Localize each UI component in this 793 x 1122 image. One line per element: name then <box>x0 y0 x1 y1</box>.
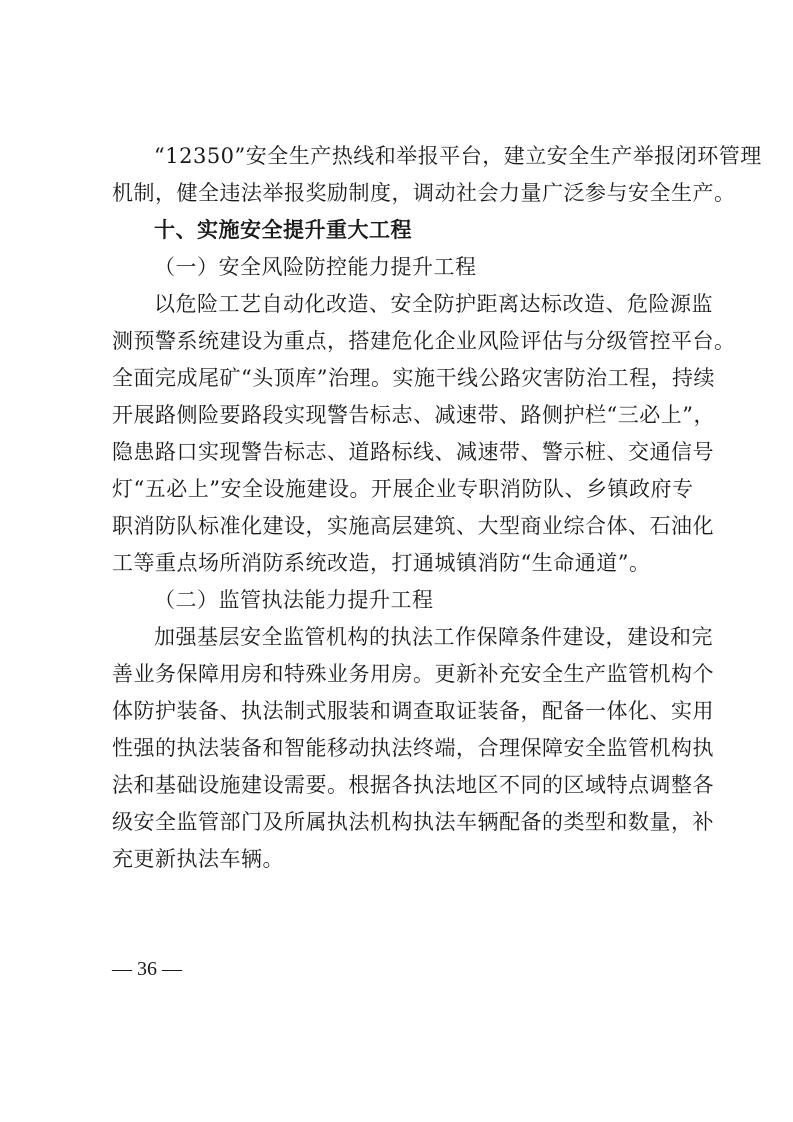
paragraph-line: 体防护装备、执法制式服装和调查取证装备，配备一体化、实用 <box>112 699 714 723</box>
paragraph-line: 善业务保障用房和特殊业务用房。更新补充安全生产监管机构个 <box>112 662 714 686</box>
paragraph-line: 加强基层安全监管机构的执法工作保障条件建设，建设和完 <box>154 625 713 649</box>
paragraph-line: 充更新执法车辆。 <box>112 847 284 871</box>
paragraph-line: 性强的执法装备和智能移动执法终端，合理保障安全监管机构执 <box>112 736 714 760</box>
paragraph-line: 职消防队标准化建设，实施高层建筑、大型商业综合体、石油化 <box>112 514 714 538</box>
section-heading: 十、实施安全提升重大工程 <box>154 218 412 242</box>
paragraph-line: 工等重点场所消防系统改造，打通城镇消防“生命通道”。 <box>112 551 651 575</box>
paragraph-line: 全面完成尾矿“头顶库”治理。实施干线公路灾害防治工程，持续 <box>112 366 715 390</box>
document-body <box>112 138 762 878</box>
paragraph-line: 开展路侧险要路段实现警告标志、减速带、路侧护栏“三必上”， <box>112 403 715 427</box>
paragraph-line: 测预警系统建设为重点，搭建危化企业风险评估与分级管控平台。 <box>112 329 736 353</box>
subsection-heading: （二）监管执法能力提升工程 <box>154 588 434 612</box>
paragraph-line: 机制，健全违法举报奖励制度，调动社会力量广泛参与安全生产。 <box>112 181 736 205</box>
subsection-heading: （一）安全风险防控能力提升工程 <box>154 255 477 279</box>
paragraph-line: 级安全监管部门及所属执法机构执法车辆配备的类型和数量，补 <box>112 810 714 834</box>
paragraph-line: “12350”安全生产热线和举报平台，建立安全生产举报闭环管理 <box>154 144 762 168</box>
paragraph-line: 隐患路口实现警告标志、道路标线、减速带、警示桩、交通信号 <box>112 440 714 464</box>
paragraph-line: 法和基础设施建设需要。根据各执法地区不同的区域特点调整各 <box>112 773 714 797</box>
paragraph-line: 灯“五必上”安全设施建设。开展企业专职消防队、乡镇政府专 <box>112 477 694 501</box>
page-number: — 36 — <box>112 958 182 980</box>
paragraph-line: 以危险工艺自动化改造、安全防护距离达标改造、危险源监 <box>154 292 713 316</box>
